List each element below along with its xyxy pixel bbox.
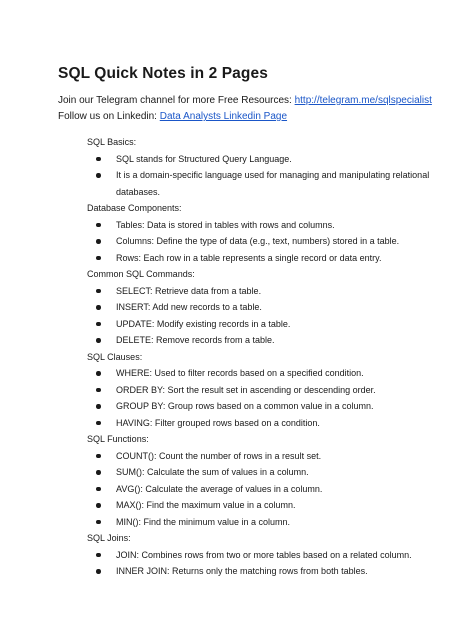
bullet-icon: [96, 487, 101, 492]
list-item-text: UPDATE: Modify existing records in a table.: [116, 318, 291, 329]
bullet-icon: [96, 223, 101, 228]
list-item-text: SELECT: Retrieve data from a table.: [116, 285, 262, 296]
list-item-text: INSERT: Add new records to a table.: [116, 302, 262, 312]
list-item-text: INNER JOIN: Returns only the matching rows from both tables.: [116, 566, 368, 576]
list-item: [87, 382, 434, 399]
list-item-text: AVG(): Calculate the average of values in a column.: [116, 483, 323, 494]
bullet-icon: [96, 173, 101, 178]
section-list: [87, 448, 434, 531]
linkedin-text: Follow us on Linkedin:: [58, 111, 160, 122]
bullet-icon: [96, 157, 101, 162]
list-item: [87, 415, 434, 432]
list-item: [87, 332, 434, 349]
list-item-text: GROUP BY: Group rows based on a common value in a column.: [116, 401, 374, 411]
section-heading: SQL Functions:: [87, 434, 149, 444]
linkedin-line: [58, 109, 434, 125]
telegram-line: [58, 93, 434, 109]
section-list: [87, 365, 434, 431]
list-item: [87, 464, 434, 481]
list-item: [87, 448, 434, 465]
list-item-text: HAVING: Filter grouped rows based on a condition.: [116, 417, 320, 428]
list-item: [87, 497, 434, 514]
bullet-icon: [96, 338, 101, 343]
list-item-text: Columns: Define the type of data (e.g., text, numbers) stored in a table.: [116, 236, 400, 246]
section-heading: Database Components:: [87, 203, 182, 213]
bullet-icon: [96, 256, 101, 261]
bullet-icon: [96, 503, 101, 508]
bullet-icon: [96, 569, 101, 574]
list-item: [87, 217, 434, 234]
bullet-icon: [96, 470, 101, 475]
section-list: [87, 283, 434, 349]
bullet-icon: [96, 322, 101, 327]
bullet-icon: [96, 520, 101, 525]
bullet-icon: [96, 553, 101, 558]
list-item: [87, 563, 434, 580]
list-item-text: MIN(): Find the minimum value in a column.: [116, 516, 291, 527]
list-item: [87, 184, 434, 201]
list-item: [87, 283, 434, 300]
section-heading: SQL Joins:: [87, 533, 131, 543]
list-item-text: JOIN: Combines rows from two or more tables based on a related column.: [116, 549, 412, 560]
section-heading: Common SQL Commands:: [87, 269, 195, 279]
list-item-text: WHERE: Used to filter records based on a specified condition.: [116, 368, 364, 378]
list-item-text: DELETE: Remove records from a table.: [116, 335, 275, 345]
bullet-icon: [96, 289, 101, 294]
list-item-text: Tables: Data is stored in tables with rows and columns.: [116, 219, 335, 230]
list-item: [87, 398, 434, 415]
list-item-text: databases.: [116, 186, 161, 197]
section-list: [87, 217, 434, 267]
list-item: [87, 151, 434, 168]
bullet-icon: [96, 454, 101, 459]
list-item-text: COUNT(): Count the number of rows in a result set.: [116, 450, 322, 461]
bullet-icon: [96, 388, 101, 393]
list-item: [87, 547, 434, 564]
list-item-text: SQL stands for Structured Query Language.: [116, 153, 292, 164]
list-item: [87, 250, 434, 267]
page-title: SQL Quick Notes in 2 Pages: [58, 65, 268, 82]
bullet-icon: [96, 371, 101, 376]
list-item: [87, 299, 434, 316]
list-item: [87, 316, 434, 333]
list-item: [87, 365, 434, 382]
section-list: [87, 151, 434, 201]
list-item-text: SUM(): Calculate the sum of values in a column.: [116, 467, 309, 477]
linkedin-link[interactable]: Data Analysts Linkedin Page: [159, 111, 288, 122]
bullet-icon: [96, 239, 101, 244]
list-item: [87, 514, 434, 531]
list-item-text: It is a domain-specific language used for managing and manipulating relational: [116, 170, 430, 180]
list-item-text: MAX(): Find the maximum value in a column.: [116, 500, 296, 510]
bullet-icon: [96, 421, 101, 426]
telegram-link[interactable]: http://telegram.me/sqlspecialist: [294, 95, 432, 106]
list-item-text: Rows: Each row in a table represents a single record or data entry.: [116, 252, 382, 263]
section-list: [87, 547, 434, 580]
bullet-icon: [96, 305, 101, 310]
section-heading: SQL Basics:: [87, 137, 137, 147]
telegram-text: Join our Telegram channel for more Free Resources:: [58, 95, 295, 106]
section-heading: SQL Clauses:: [87, 351, 143, 362]
list-item: [87, 167, 434, 184]
notes-sections: [58, 134, 434, 580]
list-item: [87, 233, 434, 250]
list-item-text: ORDER BY: Sort the result set in ascending or descending order.: [116, 384, 376, 395]
bullet-icon: [96, 404, 101, 409]
list-item: [87, 481, 434, 498]
